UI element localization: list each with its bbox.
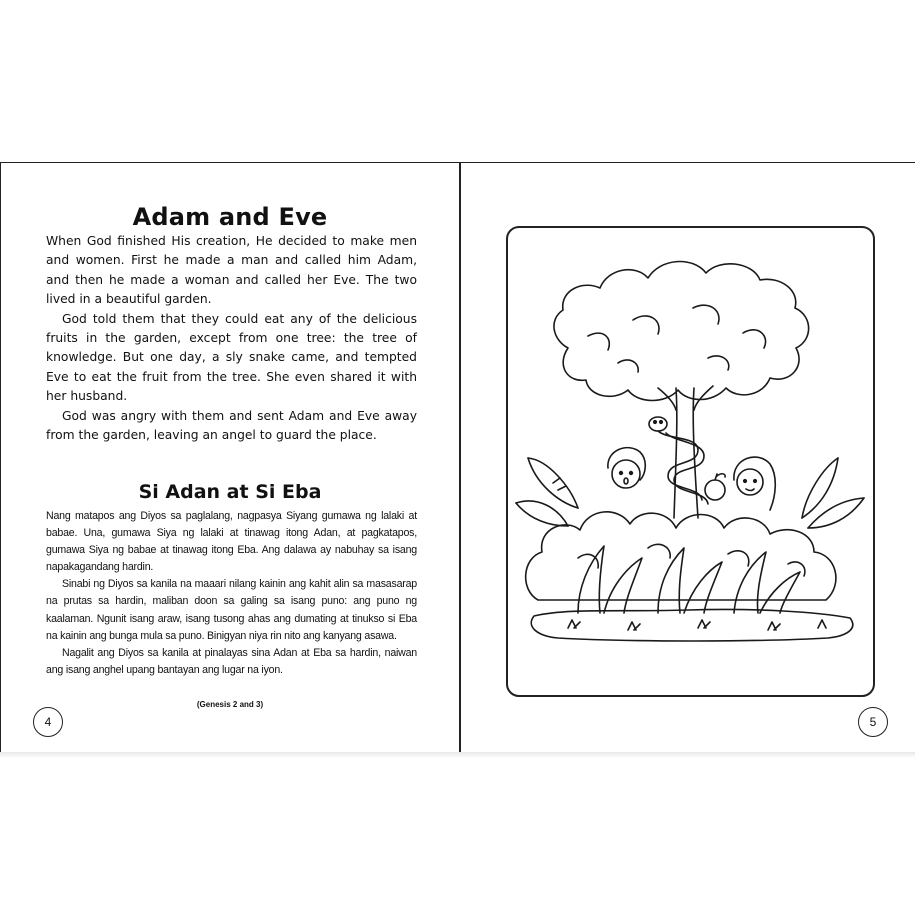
tagalog-title: Si Adan at Si Eba <box>138 481 322 503</box>
coloring-illustration-frame <box>506 226 875 697</box>
page-number-left: 4 <box>33 707 63 737</box>
story-title: Adam and Eve <box>132 203 328 231</box>
page-shadow <box>0 752 915 758</box>
garden-coloring-illustration <box>508 228 873 695</box>
english-paragraph: When God finished His creation, He decided to make men and women. First he made a man and called him Adam, and then he made a woman and called her Eve. The two lived in a beautiful garden. <box>46 234 417 307</box>
bible-reference: (Genesis 2 and 3) <box>196 700 264 709</box>
english-paragraph: God was angry with them and sent Adam and Eve away from the garden, leaving an angel to guard the place. <box>46 408 417 443</box>
tagalog-paragraph: Sinabi ng Diyos sa kanila na maaari nilang kainin ang kahit alin sa masasarap na prutas sa hardin, maliban doon sa galing sa isang puno: ang puno ng kaalaman. Ngunit isang araw, isang tusong ahas ang dumating at tinukso si Eba na kainin ang bunga mula sa puno. Binigyan niya rin nito ang kanyang asawa. <box>46 578 417 642</box>
tagalog-paragraph: Nang matapos ang Diyos sa paglalang, nagpasya Siyang gumawa ng lalaki at babae. Una, gumawa Siya ng lalaki at tinawag itong Adan, at pagkatapos, gumawa Siya ng babae at tinawag itong Eba. Ang dalawa ay nabuhay sa isang napakagandang hardin. <box>46 510 417 574</box>
book-spread <box>0 162 915 753</box>
tagalog-story <box>46 508 417 679</box>
left-page <box>0 163 459 753</box>
english-paragraph: God told them that they could eat any of the delicious fruits in the garden, except from one tree: the tree of knowledge. But one day, a sly snake came, and tempted Eve to eat the fruit from the tree. She even shared it with her husband. <box>46 311 417 404</box>
right-page <box>459 163 915 753</box>
english-story <box>46 232 417 445</box>
page-number-right: 5 <box>858 707 888 737</box>
tagalog-paragraph: Nagalit ang Diyos sa kanila at pinalayas sina Adan at Eba sa hardin, naiwan ang isang anghel upang bantayan ang lugar na iyon. <box>46 646 417 676</box>
